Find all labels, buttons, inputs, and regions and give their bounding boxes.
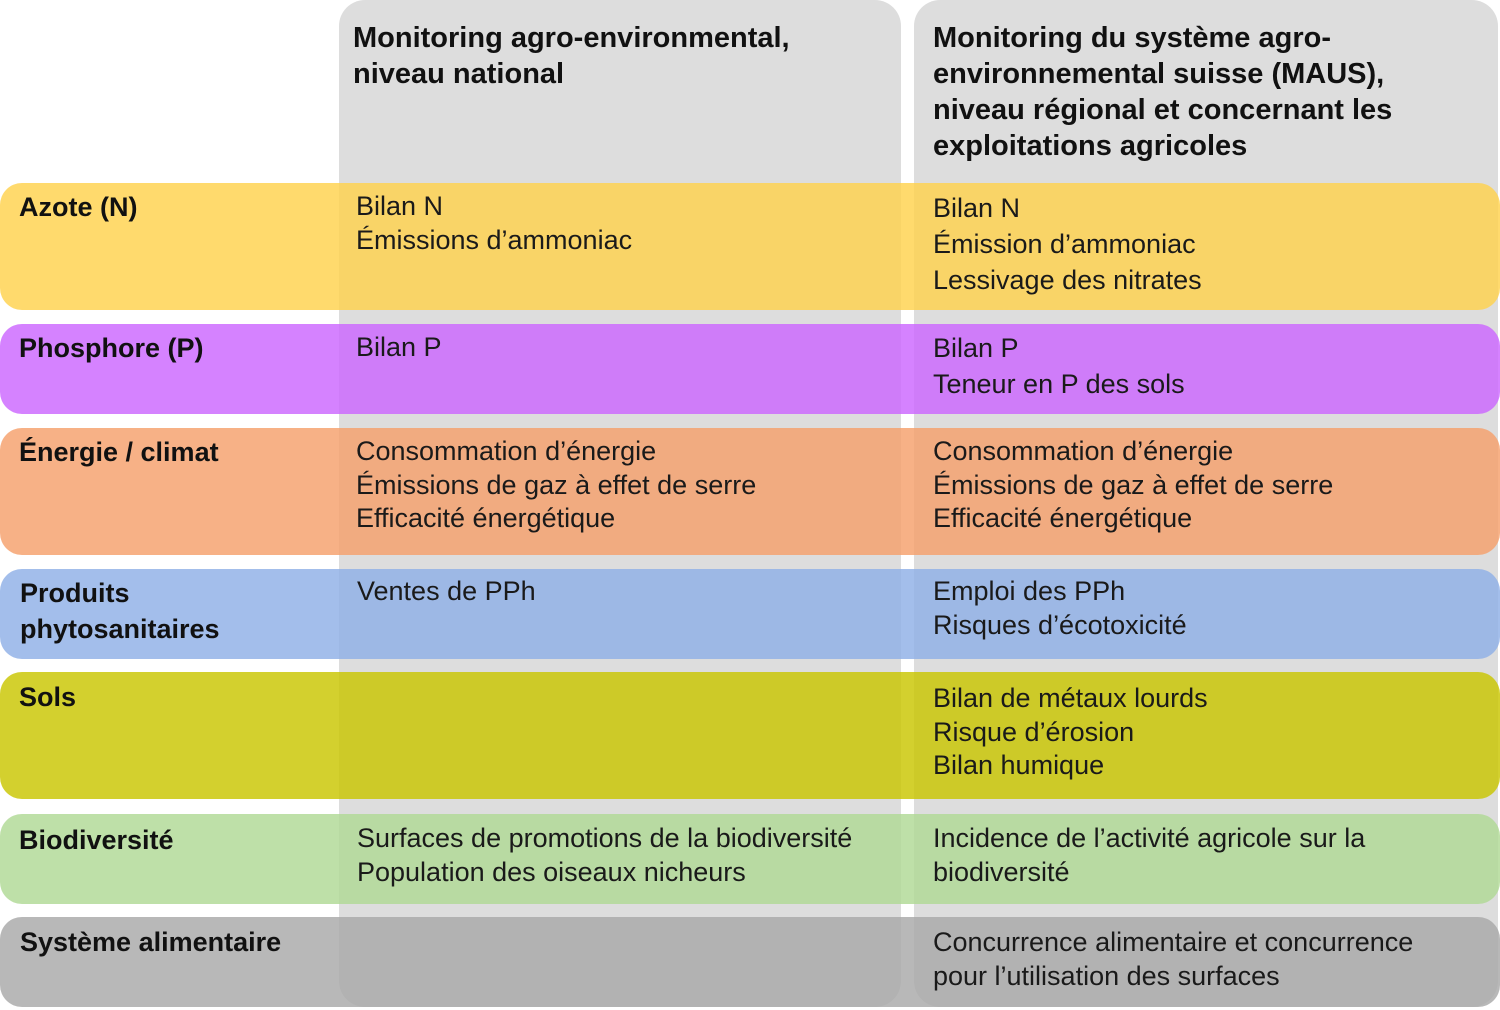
indicator-item: Lessivage des nitrates <box>933 265 1202 295</box>
cell-biodiversite-national <box>357 822 852 889</box>
column-header-maus-line: environnemental suisse (MAUS), <box>933 58 1385 90</box>
indicator-item: Émissions de gaz à effet de serre <box>933 469 1334 500</box>
indicator-item: Risque d’érosion <box>933 716 1135 747</box>
column-header-maus-line: niveau régional et concernant les <box>933 94 1393 126</box>
indicator-item: Consommation d’énergie <box>933 436 1234 466</box>
indicator-item: pour l’utilisation des surfaces <box>933 960 1280 991</box>
indicator-item: Efficacité énergétique <box>356 503 616 533</box>
cell-systeme-maus <box>933 926 1413 993</box>
row-azote-band <box>0 183 1500 310</box>
cell-produits-maus <box>933 575 1187 642</box>
indicator-item: Bilan N <box>356 191 444 221</box>
row-label-energie: Énergie / climat <box>19 437 219 467</box>
indicator-item: Bilan P <box>933 333 1019 363</box>
row-label-produits-line: Produits <box>20 578 130 608</box>
cell-phosphore-maus <box>933 330 1185 402</box>
row-label-phosphore: Phosphore (P) <box>19 333 204 363</box>
column-header-maus-line: Monitoring du système agro- <box>933 22 1331 54</box>
row-produits-band <box>0 569 1500 659</box>
column-header-national <box>353 20 893 92</box>
cell-produits-national <box>357 575 536 609</box>
column-header-national-line: Monitoring agro-environmental, <box>353 22 790 54</box>
indicator-item: Bilan N <box>933 193 1021 223</box>
row-label-biodiversite: Biodiversité <box>19 825 174 855</box>
cell-azote-maus <box>933 190 1202 298</box>
indicator-item: Bilan humique <box>933 750 1105 780</box>
cell-energie-national <box>356 435 756 536</box>
column-header-maus <box>933 20 1493 164</box>
cell-energie-maus <box>933 435 1333 536</box>
indicator-item: Concurrence alimentaire et concurrence <box>933 927 1414 957</box>
indicator-item: Bilan de métaux lourds <box>933 683 1208 713</box>
row-label-produits-line: phytosanitaires <box>20 614 220 644</box>
indicator-item: Population des oiseaux nicheurs <box>357 856 746 887</box>
column-header-maus-line: exploitations agricoles <box>933 130 1248 162</box>
indicator-item: Incidence de l’activité agricole sur la <box>933 823 1366 853</box>
indicator-item: Consommation d’énergie <box>356 436 657 466</box>
column-header-national-line: niveau national <box>353 58 565 90</box>
row-label-produits <box>20 575 220 647</box>
indicator-item: Risques d’écotoxicité <box>933 609 1187 640</box>
indicator-item: Émission d’ammoniac <box>933 229 1196 259</box>
row-label-sols: Sols <box>19 682 77 712</box>
indicator-item: Émissions de gaz à effet de serre <box>356 469 757 500</box>
indicator-item: Bilan P <box>356 332 442 362</box>
indicator-item: Teneur en P des sols <box>933 369 1185 399</box>
cell-phosphore-national <box>356 331 442 365</box>
row-label-systeme: Système alimentaire <box>20 927 282 957</box>
cell-azote-national <box>356 190 632 257</box>
row-phosphore-band <box>0 324 1500 414</box>
cell-biodiversite-maus <box>933 822 1365 889</box>
indicator-item: biodiversité <box>933 856 1070 887</box>
indicator-item: Émissions d’ammoniac <box>356 224 633 255</box>
indicator-item: Emploi des PPh <box>933 576 1126 606</box>
row-sols-band <box>0 672 1500 799</box>
indicator-item: Efficacité énergétique <box>933 503 1193 533</box>
row-label-azote: Azote (N) <box>19 192 138 222</box>
indicator-item: Surfaces de promotions de la biodiversité <box>357 823 853 853</box>
indicator-item: Ventes de PPh <box>357 576 536 606</box>
cell-sols-maus <box>933 682 1208 783</box>
